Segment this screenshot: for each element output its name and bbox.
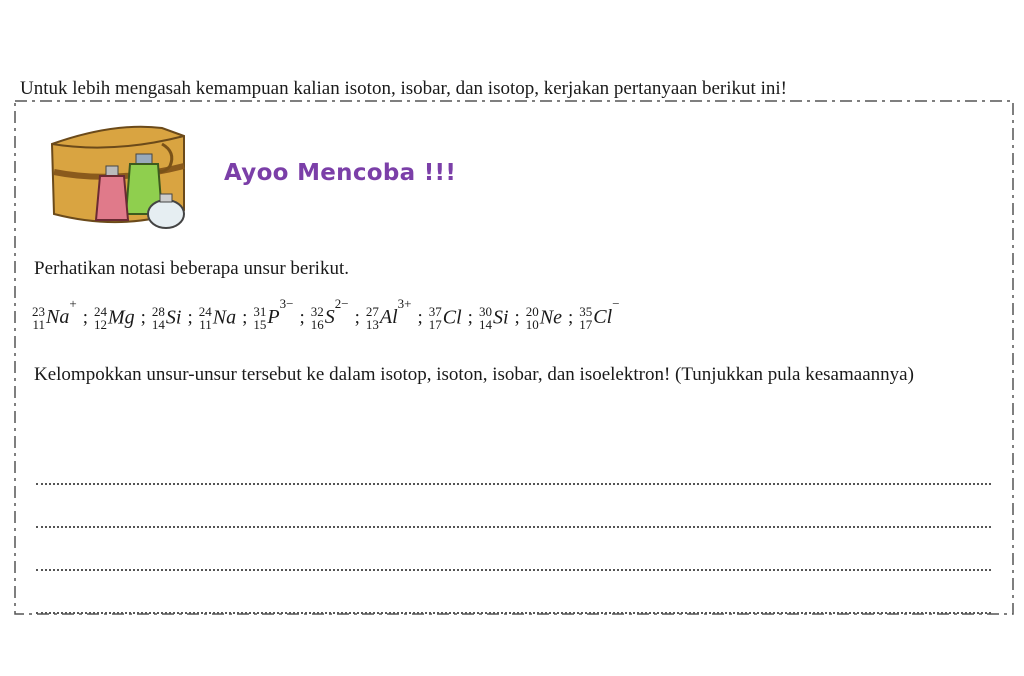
atomic-number: 14 xyxy=(478,316,492,332)
element-symbol: Ne xyxy=(539,306,563,329)
mass-number: 35 xyxy=(579,303,593,319)
instruction-intro: Untuk lebih mengasah kemampuan kalian isoton, isobar, dan isotop, kerjakan pertanyaan berikut ini! xyxy=(20,78,787,99)
answer-line[interactable] xyxy=(36,528,991,571)
chemistry-bottles-chest-icon xyxy=(44,114,194,239)
isotope-numbers xyxy=(199,305,212,331)
nuclide-notation xyxy=(526,305,562,331)
separator: ; xyxy=(82,306,88,328)
element-symbol: S xyxy=(324,306,335,329)
ion-charge: 3+ xyxy=(397,296,412,311)
nuclide-notation xyxy=(152,305,182,331)
answer-line[interactable] xyxy=(36,442,991,485)
paragraph-question: Kelompokkan unsur-unsur tersebut ke dalam isotop, isoton, isobar, dan isoelektron! (Tunjukkan pula kesamaannya) xyxy=(34,364,914,385)
paragraph-instruction: Perhatikan notasi beberapa unsur berikut. xyxy=(34,258,349,279)
isotope-numbers xyxy=(429,305,442,331)
isotope-numbers xyxy=(526,305,539,331)
atomic-number: 13 xyxy=(365,316,379,332)
isotope-numbers xyxy=(479,305,492,331)
exercise-box xyxy=(14,100,1014,615)
element-symbol: Al xyxy=(379,306,398,329)
atomic-number: 17 xyxy=(428,316,442,332)
mass-number: 28 xyxy=(151,303,165,319)
atomic-number: 10 xyxy=(525,316,539,332)
nuclide-notation xyxy=(94,305,135,331)
mass-number: 30 xyxy=(478,303,492,319)
nuclide-notation xyxy=(429,305,462,331)
isotope-numbers xyxy=(32,305,45,331)
atomic-number: 14 xyxy=(151,316,165,332)
element-symbol: Na xyxy=(46,306,70,329)
ion-charge: + xyxy=(69,296,77,311)
isotope-numbers xyxy=(366,305,379,331)
nuclide-notation xyxy=(579,296,619,331)
nuclide-notation xyxy=(311,296,349,331)
isotope-numbers xyxy=(311,305,324,331)
nuclide-notation xyxy=(253,296,293,331)
element-symbol: P xyxy=(267,306,280,329)
ion-charge: 2− xyxy=(334,296,349,311)
separator: ; xyxy=(467,306,473,328)
nuclide-notation xyxy=(479,305,509,331)
ion-charge: − xyxy=(612,296,620,311)
nuclide-notation xyxy=(366,296,412,331)
mass-number: 24 xyxy=(93,303,107,319)
separator: ; xyxy=(299,306,305,328)
atomic-number: 11 xyxy=(199,316,212,332)
separator: ; xyxy=(242,306,248,328)
answer-line[interactable] xyxy=(36,571,991,614)
mass-number: 20 xyxy=(525,303,539,319)
mass-number: 27 xyxy=(365,303,379,319)
separator: ; xyxy=(140,306,146,328)
isotope-numbers xyxy=(94,305,107,331)
mass-number: 23 xyxy=(32,303,45,319)
separator: ; xyxy=(417,306,423,328)
answer-line[interactable] xyxy=(36,485,991,528)
atomic-number: 12 xyxy=(93,316,107,332)
isotope-numbers xyxy=(253,305,266,331)
element-symbol: Cl xyxy=(442,306,462,329)
atomic-number: 11 xyxy=(32,316,45,332)
isotope-numbers xyxy=(152,305,165,331)
element-symbol: Mg xyxy=(107,306,135,329)
mass-number: 31 xyxy=(253,303,267,319)
element-symbol: Cl xyxy=(593,306,613,329)
element-notation-list xyxy=(32,296,620,331)
element-symbol: Si xyxy=(492,306,509,329)
separator: ; xyxy=(354,306,360,328)
nuclide-notation xyxy=(199,305,236,331)
mass-number: 24 xyxy=(198,303,212,319)
mass-number: 32 xyxy=(310,303,324,319)
isotope-numbers xyxy=(579,305,592,331)
section-heading: Ayoo Mencoba !!! xyxy=(224,160,457,186)
nuclide-notation xyxy=(32,296,77,331)
element-symbol: Si xyxy=(165,306,182,329)
mass-number: 37 xyxy=(428,303,442,319)
atomic-number: 17 xyxy=(579,316,593,332)
ion-charge: 3− xyxy=(279,296,294,311)
atomic-number: 15 xyxy=(253,316,267,332)
separator: ; xyxy=(568,306,574,328)
atomic-number: 16 xyxy=(310,316,324,332)
separator: ; xyxy=(187,306,193,328)
separator: ; xyxy=(514,306,520,328)
answer-lines xyxy=(36,442,991,614)
element-symbol: Na xyxy=(212,306,237,329)
